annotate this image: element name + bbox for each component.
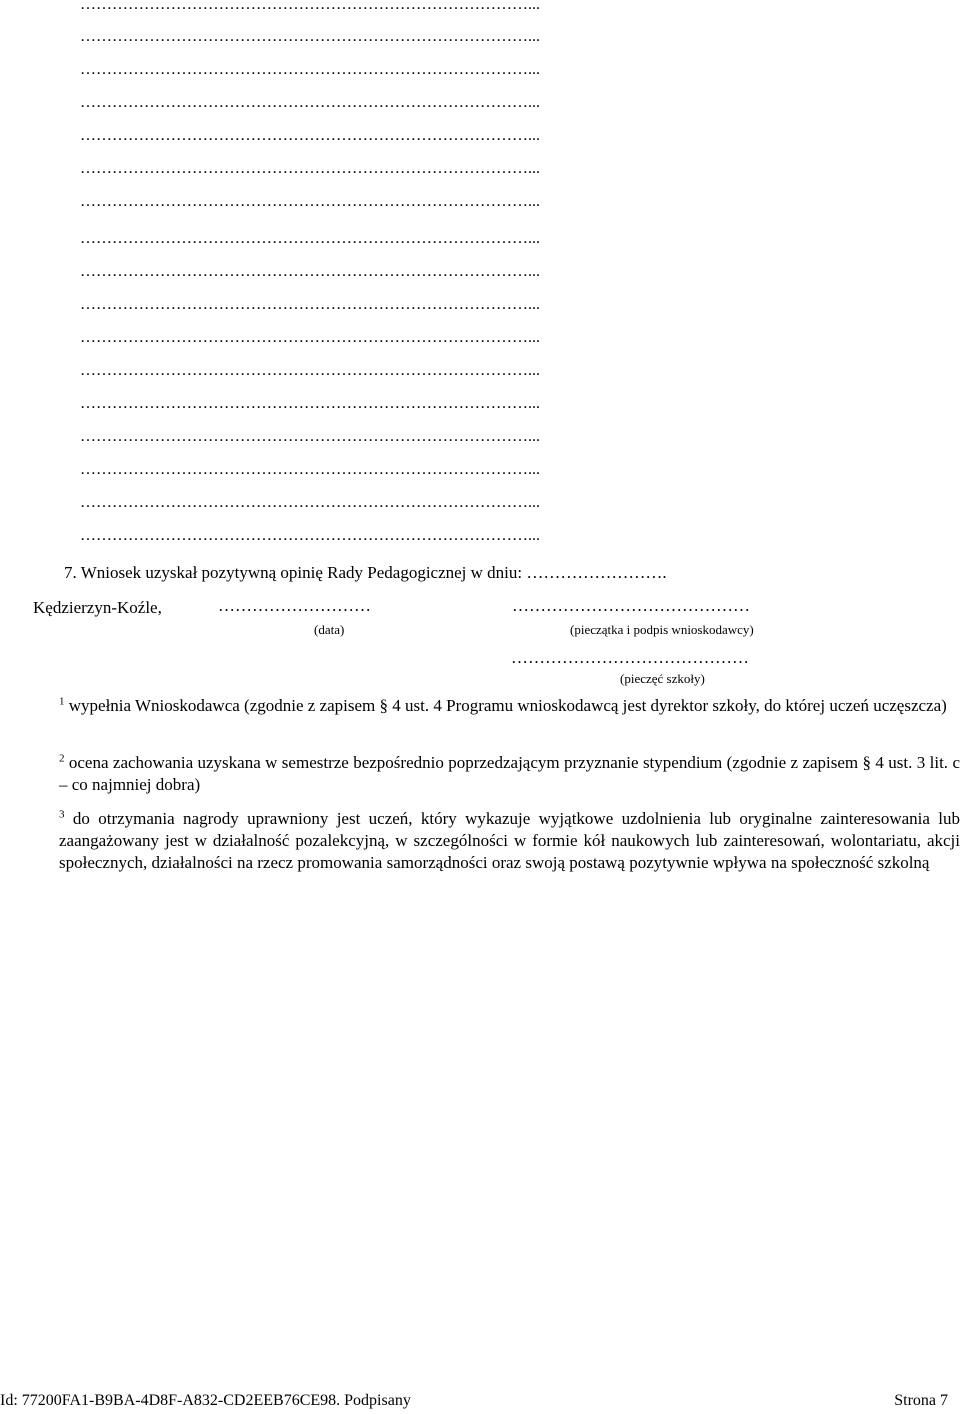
dotted-line: …………………………………………………………………………...	[80, 94, 540, 111]
date-dots: ………………………	[218, 596, 371, 615]
date-caption: (data)	[314, 622, 345, 637]
dotted-line: …………………………………………………………………………...	[80, 296, 540, 313]
footnote-text: do otrzymania nagrody uprawniony jest uczeń, który wykazuje wyjątkowe uzdolnienia lub oryginalne zainteresowania lub zaangażowany jest w działalność pozalekcyjną, w szczególności w formie kół naukowych lub zainteresowań, wolontariatu, akcji społecznych, działalności na rzecz promowania samorządności oraz swoją postawą pozytywnie wpływa na społeczność szkolną	[59, 809, 960, 872]
footnote-2	[59, 752, 960, 796]
school-stamp-caption: (pieczęć szkoły)	[620, 671, 705, 686]
dotted-line: …………………………………………………………………………...	[80, 230, 540, 247]
footnote-text: wypełnia Wnioskodawca (zgodnie z zapisem § 4 ust. 4 Programu wnioskodawcą jest dyrektor szkoły, do której uczeń uczęszcza)	[64, 696, 947, 715]
applicant-signature-dots: ……………………………………	[512, 596, 750, 615]
dotted-line: …………………………………………………………………………...	[80, 28, 540, 45]
dotted-line: …………………………………………………………………………...	[80, 527, 540, 544]
footnote-number: 1	[59, 695, 65, 708]
dotted-line: …………………………………………………………………………...	[80, 395, 540, 412]
page-number: Strona 7	[894, 1392, 948, 1409]
dotted-line: …………………………………………………………………………...	[80, 362, 540, 379]
footnote-3	[59, 808, 960, 874]
dotted-line: …………………………………………………………………………...	[80, 428, 540, 445]
section-7-opinion: 7. Wniosek uzyskał pozytywną opinię Rady Pedagogicznej w dniu: …………………….	[64, 563, 667, 582]
footnote-number: 2	[59, 752, 65, 765]
dotted-line: …………………………………………………………………………...	[80, 494, 540, 511]
dotted-line: …………………………………………………………………………...	[80, 329, 540, 346]
footnote-number: 3	[59, 808, 65, 821]
place-label: Kędzierzyn-Koźle,	[33, 598, 162, 617]
footnote-text: ocena zachowania uzyskana w semestrze bezpośrednio poprzedzającym przyznanie stypendium (zgodnie z zapisem § 4 ust. 3 lit. c – co najmniej dobra)	[59, 753, 960, 794]
document-id: Id: 77200FA1-B9BA-4D8F-A832-CD2EEB76CE98. Podpisany	[0, 1392, 411, 1409]
dotted-line: …………………………………………………………………………...	[80, 127, 540, 144]
footnote-1	[59, 695, 960, 717]
dotted-line: …………………………………………………………………………...	[80, 193, 540, 210]
applicant-signature-caption: (pieczątka i podpis wnioskodawcy)	[570, 622, 754, 637]
dotted-line: …………………………………………………………………………...	[80, 160, 540, 177]
dotted-line: …………………………………………………………………………...	[80, 0, 540, 13]
dotted-line: …………………………………………………………………………...	[80, 461, 540, 478]
dotted-line: …………………………………………………………………………...	[80, 263, 540, 280]
school-stamp-dots: ……………………………………	[511, 648, 749, 667]
dotted-line: …………………………………………………………………………...	[80, 61, 540, 78]
